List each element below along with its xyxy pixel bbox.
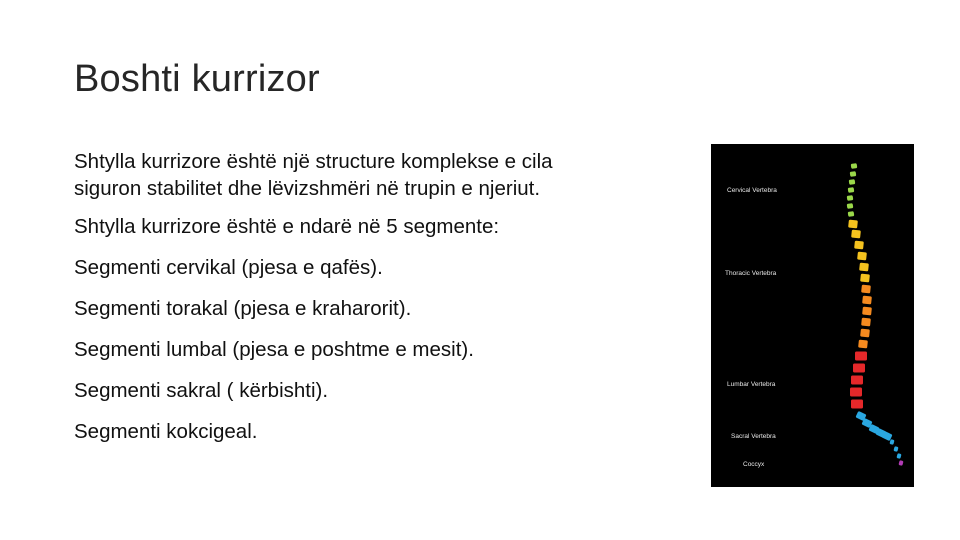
vertebra-thoracic — [862, 296, 872, 305]
vertebra-coccyx — [893, 446, 898, 452]
vertebra-coccyx — [896, 453, 901, 459]
vertebra-cervical — [848, 211, 855, 217]
vertebra-lumbar — [851, 400, 863, 409]
vertebra-coccyx — [889, 439, 894, 445]
segment-item-cervical: Segmenti cervikal (pjesa e qafës). — [74, 256, 383, 279]
vertebra-thoracic — [848, 220, 858, 229]
slide-title: Boshti kurrizor — [74, 58, 320, 100]
intro-line: siguron stabilitet dhe lëvizshmëri në trupin e njeriut. — [74, 177, 541, 200]
vertebra-thoracic — [859, 263, 869, 272]
label-thoracic: Thoracic Vertebra — [725, 270, 777, 277]
vertebra-thoracic — [861, 318, 871, 327]
vertebra-thoracic — [861, 285, 871, 294]
segments-intro: Shtylla kurrizore është e ndarë në 5 segmente: — [74, 215, 500, 238]
label-lumbar: Lumbar Vertebra — [727, 381, 776, 388]
vertebra-lumbar — [853, 364, 865, 373]
vertebra-thoracic — [862, 307, 872, 316]
slide-body — [74, 148, 694, 459]
vertebra-thoracic — [858, 340, 868, 349]
vertebra-lumbar — [855, 352, 867, 361]
spine-diagram — [711, 144, 914, 487]
intro-line: Shtylla kurrizore është një structure komplekse e cila — [74, 150, 553, 173]
vertebra-lumbar — [850, 388, 862, 397]
vertebra-thoracic — [857, 252, 867, 261]
vertebra-cervical — [847, 203, 854, 209]
label-sacral: Sacral Vertebra — [731, 433, 776, 440]
vertebra-thoracic — [854, 241, 864, 250]
segment-item-sacral: Segmenti sakral ( kërbishti). — [74, 379, 329, 402]
vertebra-cervical — [848, 187, 855, 193]
vertebra-coccyx — [898, 460, 903, 466]
segment-item-lumbar: Segmenti lumbal (pjesa e poshtme e mesit). — [74, 338, 474, 361]
intro-paragraph — [74, 148, 694, 202]
label-coccyx: Coccyx — [743, 461, 765, 468]
vertebra-cervical — [851, 163, 858, 169]
segment-item-thoracic: Segmenti torakal (pjesa e kraharorit). — [74, 297, 412, 320]
vertebra-cervical — [847, 195, 854, 201]
vertebra-thoracic — [860, 329, 870, 338]
vertebra-thoracic — [860, 274, 870, 283]
vertebra-cervical — [849, 179, 856, 185]
label-cervical: Cervical Vertebra — [727, 187, 777, 194]
spine-illustration — [711, 144, 914, 487]
vertebrae-group — [847, 163, 904, 466]
vertebra-thoracic — [851, 230, 861, 239]
segment-item-coccyx: Segmenti kokcigeal. — [74, 420, 258, 443]
vertebra-lumbar — [851, 376, 863, 385]
vertebra-cervical — [850, 171, 857, 177]
